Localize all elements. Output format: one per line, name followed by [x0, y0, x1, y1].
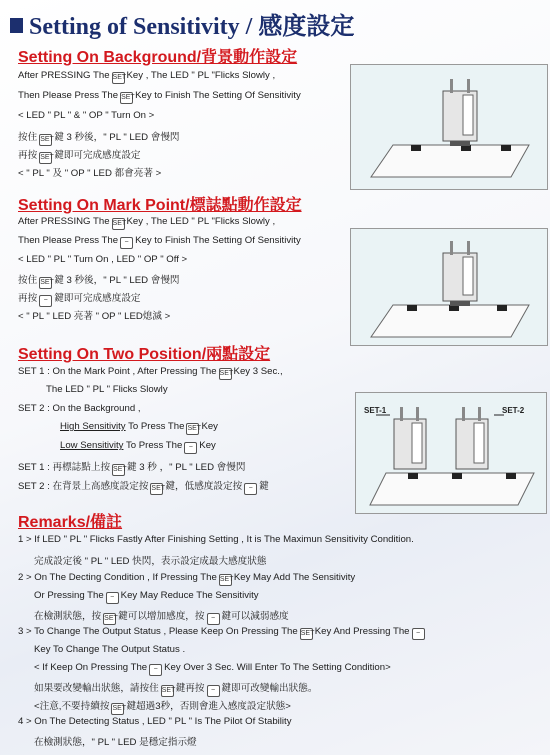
- title-square-icon: [10, 18, 23, 33]
- set-key-icon: SET: [39, 152, 52, 164]
- set-key-icon: SET: [120, 92, 133, 104]
- set-key-icon: SET: [39, 277, 52, 289]
- page-title: Setting of Sensitivity / 感度設定: [10, 6, 354, 41]
- s1-line4: 按住 SET鍵 3 秒後，" PL " LED 會慢閃: [18, 129, 180, 146]
- set2-label: SET-2: [502, 406, 525, 415]
- minus-key-icon: −: [184, 442, 197, 454]
- remark-3-zh: 如果要改變輸出狀態，請按住 SET鍵再按 − 鍵即可改變輸出狀態。: [34, 680, 317, 697]
- minus-key-icon: −: [412, 628, 425, 640]
- s1-line2: Then Please Press The SETKey to Finish The Setting Of Sensitivity: [18, 90, 301, 104]
- set-key-icon: SET: [39, 134, 52, 146]
- remark-2: 2 > On The Decting Condition , If Pressing The SETKey May Add The Sensitivity: [18, 572, 355, 586]
- set-key-icon: SET: [111, 703, 124, 715]
- s1-line1: After PRESSING The SETKey , The LED " PL "Flicks Slowly ,: [18, 70, 275, 84]
- s2-line4: 按住 SET鍵 3 秒後，" PL " LED 會慢閃: [18, 272, 180, 289]
- s3-line3: SET 2 : On the Background ,: [18, 403, 141, 414]
- remark-3: 3 > To Change The Output Status , Please Keep On Pressing The SETKey And Pressing The −: [18, 626, 427, 640]
- remark-4: 4 > On The Detecting Status , LED " PL " Is The Pilot Of Stability: [18, 716, 292, 727]
- remark-1-zh: 完成設定後 " PL " LED 快閃，表示設定成最大感度狀態: [34, 556, 267, 567]
- set-key-icon: SET: [219, 574, 232, 586]
- s1-line5: 再按 SET鍵即可完成感度設定: [18, 147, 141, 164]
- minus-key-icon: −: [39, 295, 52, 307]
- remark-3c: < If Keep On Pressing The − Key Over 3 Sec. Will Enter To The Setting Condition>: [34, 662, 391, 676]
- minus-key-icon: −: [106, 592, 119, 604]
- s3-line7: SET 2 : 在背景上高感度設定按 SET鍵，低感度設定按 − 鍵: [18, 478, 269, 495]
- minus-key-icon: −: [207, 613, 220, 625]
- minus-key-icon: −: [149, 664, 162, 676]
- s1-line6: < " PL " 及 " OP " LED 都會亮著 >: [18, 168, 162, 179]
- remarks-heading: Remarks/備註: [18, 514, 123, 531]
- s2-line1: After PRESSING The SETKey , The LED " PL "Flicks Slowly ,: [18, 216, 275, 230]
- set-key-icon: SET: [219, 368, 232, 380]
- set-key-icon: SET: [300, 628, 313, 640]
- remark-4-zh: 在檢測狀態，" PL " LED 是穩定指示燈: [34, 737, 197, 748]
- set-key-icon: SET: [112, 218, 125, 230]
- set-key-icon: SET: [150, 483, 163, 495]
- minus-key-icon: −: [207, 685, 220, 697]
- two-position-illustration: [355, 392, 547, 514]
- s3-line1: SET 1 : On the Mark Point , After Pressing The SETKey 3 Sec.,: [18, 366, 283, 380]
- s2-line6: < " PL " LED 亮著 " OP " LED熄滅 >: [18, 311, 171, 322]
- s3-line4: High Sensitivity To Press The SETKey: [60, 421, 218, 435]
- section-background-heading: Setting On Background/背景動作設定: [18, 49, 298, 66]
- minus-key-icon: −: [120, 237, 133, 249]
- section-twoposition-heading: Setting On Two Position/兩點設定: [18, 346, 271, 363]
- set-key-icon: SET: [161, 685, 174, 697]
- s2-line2: Then Please Press The − Key to Finish The Setting Of Sensitivity: [18, 235, 301, 249]
- set1-label: SET-1: [364, 406, 387, 415]
- remark-2b: Or Pressing The − Key May Reduce The Sensitivity: [34, 590, 259, 604]
- s3-line2: The LED " PL " Flicks Slowly: [46, 384, 168, 395]
- s1-line3: < LED " PL " & " OP " Turn On >: [18, 110, 155, 121]
- set-key-icon: SET: [186, 423, 199, 435]
- s3-line6: SET 1 : 再標誌點上按 SET鍵 3 秒 ，" PL " LED 會慢閃: [18, 459, 245, 476]
- s2-line5: 再按 − 鍵即可完成感度設定: [18, 290, 141, 307]
- markpoint-setting-illustration: [350, 228, 548, 346]
- remark-2-zh: 在檢測狀態，按 SET鍵可以增加感度，按 − 鍵可以減弱感度: [34, 608, 289, 625]
- set-key-icon: SET: [112, 72, 125, 84]
- minus-key-icon: −: [244, 483, 257, 495]
- set-key-icon: SET: [112, 464, 125, 476]
- remark-3-note: <注意,不要持續按 SET鍵超過3秒，否則會進入感度設定狀態>: [34, 698, 291, 715]
- remark-1: 1 > If LED " PL " Flicks Fastly After Finishing Setting , It is The Maximun Sensitivity Condition.: [18, 534, 414, 545]
- s3-line5: Low Sensitivity To Press The − Key: [60, 440, 216, 454]
- section-markpoint-heading: Setting On Mark Point/標誌點動作設定: [18, 197, 302, 214]
- background-setting-illustration: [350, 64, 548, 190]
- set-key-icon: SET: [103, 613, 116, 625]
- remark-3b: Key To Change The Output Status .: [34, 644, 186, 655]
- s2-line3: < LED " PL " Turn On , LED " OP " Off >: [18, 254, 188, 265]
